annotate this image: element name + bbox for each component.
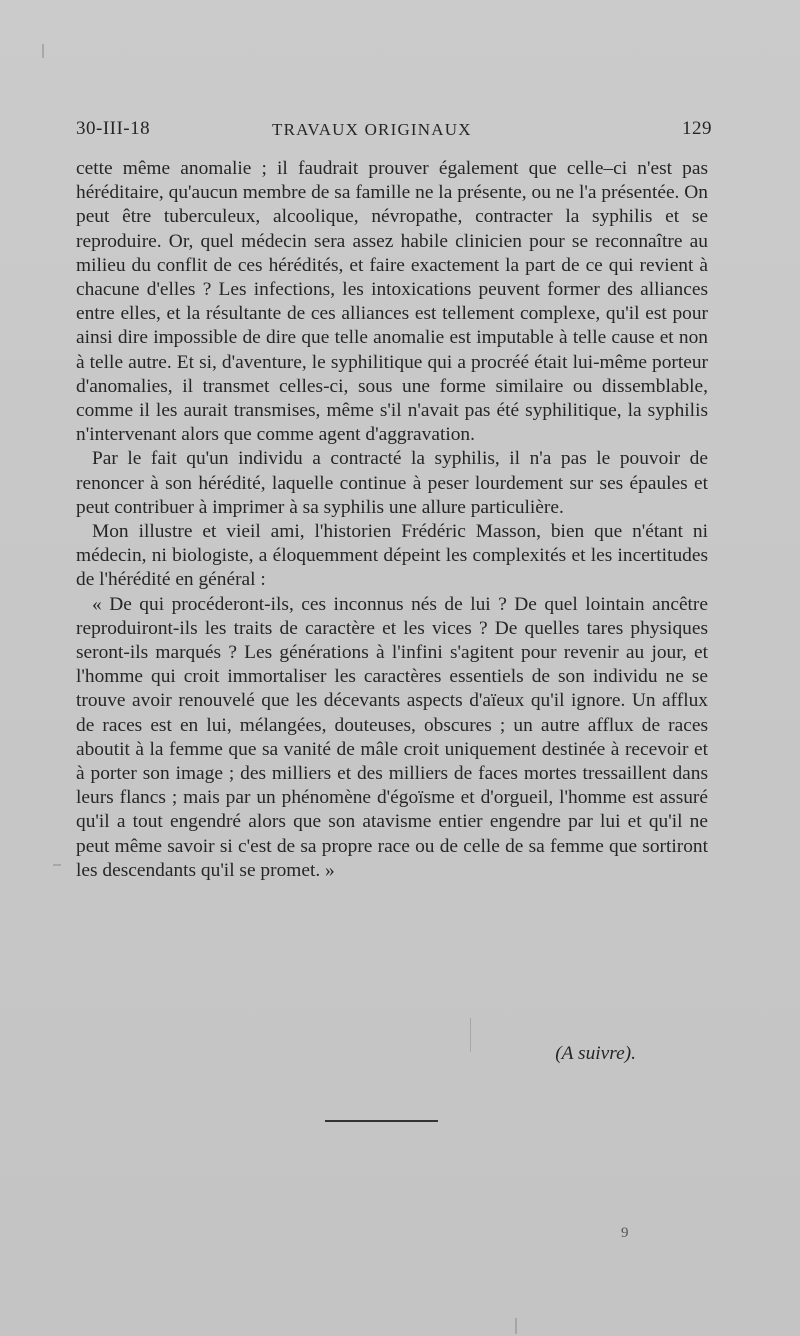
page-number: 129 xyxy=(682,118,712,139)
running-header xyxy=(76,118,712,144)
paper-speck xyxy=(42,44,44,58)
paragraph-1: cette même anomalie ; il faudrait prouver également que celle–ci n'est pas héréditaire, qu'aucun membre de sa famille ne la présente, ou ne l'a présentée. On peut être tuberculeux, alcoolique, névropathe, contracter la syphilis et se reproduire. Or, quel médecin sera assez habile clinicien pour se reconnaître au milieu du conflit de ces hérédités, et faire exactement la part de ce qui revient à chacune d'elles ? Les infections, les intoxications peuvent former des alliances entre elles, et la résultante de ces alliances est tellement complexe, qu'il est pour ainsi dire impossible de dire que telle anomalie est imputable à telle cause et non à telle autre. Et si, d'aventure, le syphilitique qui a procréé était lui-même porteur d'anomalies, il transmet celles-ci, sous une forme similaire ou dissemblable, comme il les aurait transmises, même s'il n'avait pas été syphilitique, la syphilis n'intervenant alors que comme agent d'aggravation. xyxy=(76,158,708,446)
article-body xyxy=(76,157,708,883)
signature-mark: 9 xyxy=(621,1225,629,1241)
to-be-continued-text: (A suivre). xyxy=(555,1043,636,1064)
paragraph-2: Par le fait qu'un individu a contracté la syphilis, il n'a pas le pouvoir de renoncer à son hérédité, laquelle continue à peser lourdement sur ses épaules et peut contribuer à imprimer à sa syphilis une allure particulière. xyxy=(76,448,708,518)
section-divider xyxy=(325,1120,438,1122)
paper-speck xyxy=(53,864,61,866)
paper-speck xyxy=(515,1318,517,1334)
header-section-title: TRAVAUX ORIGINAUX xyxy=(272,120,472,139)
header-date: 30-III-18 xyxy=(76,118,151,139)
quotation-paragraph: « De qui procéderont-ils, ces inconnus nés de lui ? De quel lointain ancêtre reproduiront-ils les traits de caractère et les vices ? De quelles tares physiques seront-ils marqués ? Les générations à l'infini s'agitent pour revenir au jour, et l'homme qui croit immortaliser les caractères essentiels de son individu ne se trouve avoir renouvelé que les décevants aspects d'aïeux qu'il ignore. Un afflux de races est en lui, mélangées, douteuses, obscures ; un autre afflux de races aboutit à la femme que sa vanité de mâle croit uniquement destinée à recevoir et à porter son image ; des milliers et des milliers de faces mortes tressaillent dans leurs flancs ; mais par un phénomène d'égoïsme et d'orgueil, l'homme est assuré qu'il a tout engendré alors que son atavisme entier engendre par lui et qu'il ne peut même savoir si c'est de sa propre race ou de celle de sa femme que sortiront les descendants qu'il se promet. » xyxy=(76,593,708,881)
paragraph-3: Mon illustre et vieil ami, l'historien Frédéric Masson, bien que n'étant ni médecin, ni biologiste, a éloquemment dépeint les complexités et les incertitudes de l'hérédité en général : xyxy=(76,521,708,591)
to-be-continued xyxy=(76,1043,636,1065)
paper-speck xyxy=(470,1018,471,1052)
